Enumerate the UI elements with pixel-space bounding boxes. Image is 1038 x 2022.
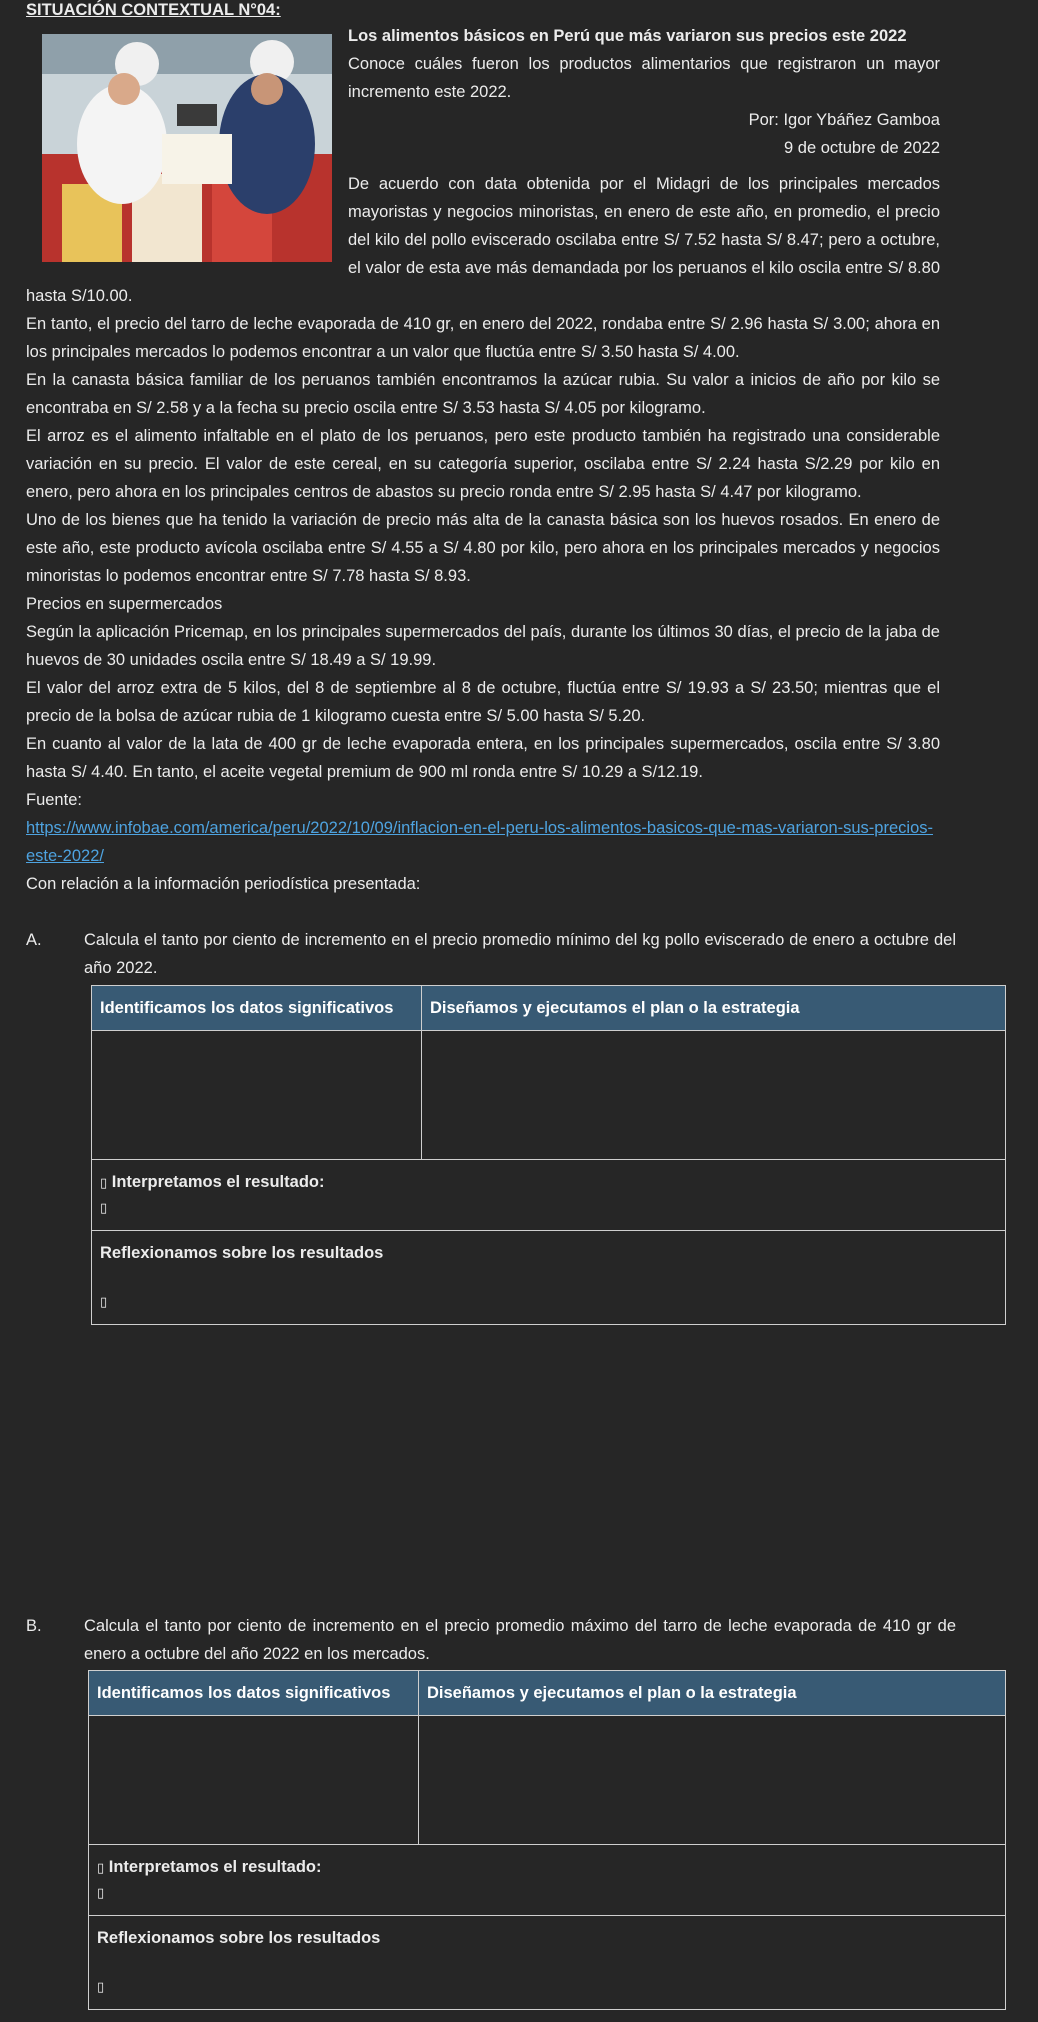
article-author: Por: Igor Ybáñez Gamboa xyxy=(748,111,940,129)
worksheet-a-data-cell[interactable] xyxy=(92,1031,422,1160)
worksheet-b-plan-cell[interactable] xyxy=(419,1716,1006,1845)
question-b-letter: B. xyxy=(26,1617,42,1635)
worksheet-b-col-data: Identificamos los datos significativos xyxy=(89,1671,419,1716)
checkbox-icon: ▯ xyxy=(100,1175,108,1190)
worksheet-b-reflect-cell[interactable] xyxy=(89,1916,1006,2010)
question-a-letter: A. xyxy=(26,931,42,949)
paragraph-leche: En tanto, el precio del tarro de leche evaporada de 410 gr, en enero del 2022, rondaba entre S/ 2.96 hasta S/ 3.00; ahora en los principales mercados lo podemos encontrar a un valor que fluctúa entre S/ 3.50 hasta S/ 4.00. xyxy=(26,315,940,361)
checkbox-icon: ▯ xyxy=(97,1885,105,1900)
article-intro xyxy=(348,22,940,162)
paragraph-pollo: De acuerdo con data obtenida por el Midagri de los principales mercados mayoristas y negocios minoristas, en enero de este año, en promedio, el precio del kilo del pollo eviscerado oscilaba entre S/ 7.52 hasta S/ 8.47; pero a octubre, el valor de esta ave más demandada por los peruanos el kilo oscila entre S/ 8.80 hasta S/10.00. xyxy=(26,175,940,305)
worksheet-a-interpret-label: Interpretamos el resultado: xyxy=(111,1173,325,1191)
question-a xyxy=(26,926,956,982)
question-a-text: Calcula el tanto por ciento de incremento en el precio promedio mínimo del kg pollo eviscerado de enero a octubre del año 2022. xyxy=(84,931,956,977)
worksheet-a-col-data: Identificamos los datos significativos xyxy=(92,986,422,1031)
article-subtitle: Conoce cuáles fueron los productos alimentarios que registraron un mayor incremento este 2022. xyxy=(348,55,940,101)
worksheet-b-interpret-label: Interpretamos el resultado: xyxy=(108,1858,322,1876)
worksheet-b xyxy=(88,1670,1006,2010)
worksheet-a xyxy=(91,985,1006,1325)
paragraph-pricemap: Según la aplicación Pricemap, en los principales supermercados del país, durante los últimos 30 días, el precio de la jaba de huevos de 30 unidades oscila entre S/ 18.49 a S/ 19.99. xyxy=(26,623,940,669)
worksheet-a-reflect-cell[interactable] xyxy=(92,1231,1006,1325)
checkbox-icon: ▯ xyxy=(97,1979,105,1994)
article-body xyxy=(26,170,940,898)
relation-text: Con relación a la información periodística presentada: xyxy=(26,875,421,893)
paragraph-arroz-extra: El valor del arroz extra de 5 kilos, del 8 de septiembre al 8 de octubre, fluctúa entre S/ 19.93 a S/ 23.50; mientras que el precio de la bolsa de azúcar rubia de 1 kilogramo cuesta entre S/ 5.00 hasta S/ 5.20. xyxy=(26,679,940,725)
worksheet-a-interpret-cell[interactable] xyxy=(92,1160,1006,1231)
paragraph-azucar: En la canasta básica familiar de los peruanos también encontramos la azúcar rubia. Su valor a inicios de año por kilo se encontraba en S/ 2.58 y a la fecha su precio oscila entre S/ 3.53 hasta S/ 4.05 por kilogramo. xyxy=(26,371,940,417)
paragraph-lata-leche: En cuanto al valor de la lata de 400 gr de leche evaporada entera, en los principales supermercados, oscila entre S/ 3.80 hasta S/ 4.40. En tanto, el aceite vegetal premium de 900 ml ronda entre S/ 10.29 a S/12.19. xyxy=(26,735,940,781)
source-link[interactable]: https://www.infobae.com/america/peru/2022/10/09/inflacion-en-el-peru-los-alimentos-basicos-que-mas-variaron-sus-precios-este-2022/ xyxy=(26,819,933,865)
paragraph-huevos: Uno de los bienes que ha tenido la variación de precio más alta de la canasta básica son los huevos rosados. En enero de este año, este producto avícola oscilaba entre S/ 4.55 a S/ 4.80 por kilo, pero ahora en los principales mercados y negocios minoristas lo podemos encontrar entre S/ 7.78 hasta S/ 8.93. xyxy=(26,511,940,585)
worksheet-b-data-cell[interactable] xyxy=(89,1716,419,1845)
question-b xyxy=(26,1612,956,1668)
question-b-text: Calcula el tanto por ciento de incremento en el precio promedio máximo del tarro de leche evaporada de 410 gr de enero a octubre del año 2022 en los mercados. xyxy=(84,1617,956,1663)
situation-heading: SITUACIÓN CONTEXTUAL N°04: xyxy=(26,1,281,19)
worksheet-b-reflect-label: Reflexionamos sobre los resultados xyxy=(97,1929,381,1947)
photo-wrap-spacer xyxy=(26,170,348,282)
checkbox-icon: ▯ xyxy=(97,1860,105,1875)
worksheet-a-col-plan: Diseñamos y ejecutamos el plan o la estrategia xyxy=(422,986,1006,1031)
source-label: Fuente: xyxy=(26,791,82,809)
worksheet-a-reflect-label: Reflexionamos sobre los resultados xyxy=(100,1244,384,1262)
article-headline: Los alimentos básicos en Perú que más variaron sus precios este 2022 xyxy=(348,27,907,45)
article-date: 9 de octubre de 2022 xyxy=(784,139,940,157)
worksheet-a-plan-cell[interactable] xyxy=(422,1031,1006,1160)
worksheet-b-col-plan: Diseñamos y ejecutamos el plan o la estrategia xyxy=(419,1671,1006,1716)
paragraph-supermercados-title: Precios en supermercados xyxy=(26,595,223,613)
worksheet-b-interpret-cell[interactable] xyxy=(89,1845,1006,1916)
checkbox-icon: ▯ xyxy=(100,1294,108,1309)
paragraph-arroz: El arroz es el alimento infaltable en el plato de los peruanos, pero este producto también ha registrado una considerable variación en su precio. El valor de este cereal, en su categoría superior, oscilaba entre S/ 2.24 hasta S/2.29 por kilo en enero, pero ahora en los principales centros de abastos su precio ronda entre S/ 2.95 hasta S/ 4.47 por kilogramo. xyxy=(26,427,940,501)
checkbox-icon: ▯ xyxy=(100,1200,108,1215)
